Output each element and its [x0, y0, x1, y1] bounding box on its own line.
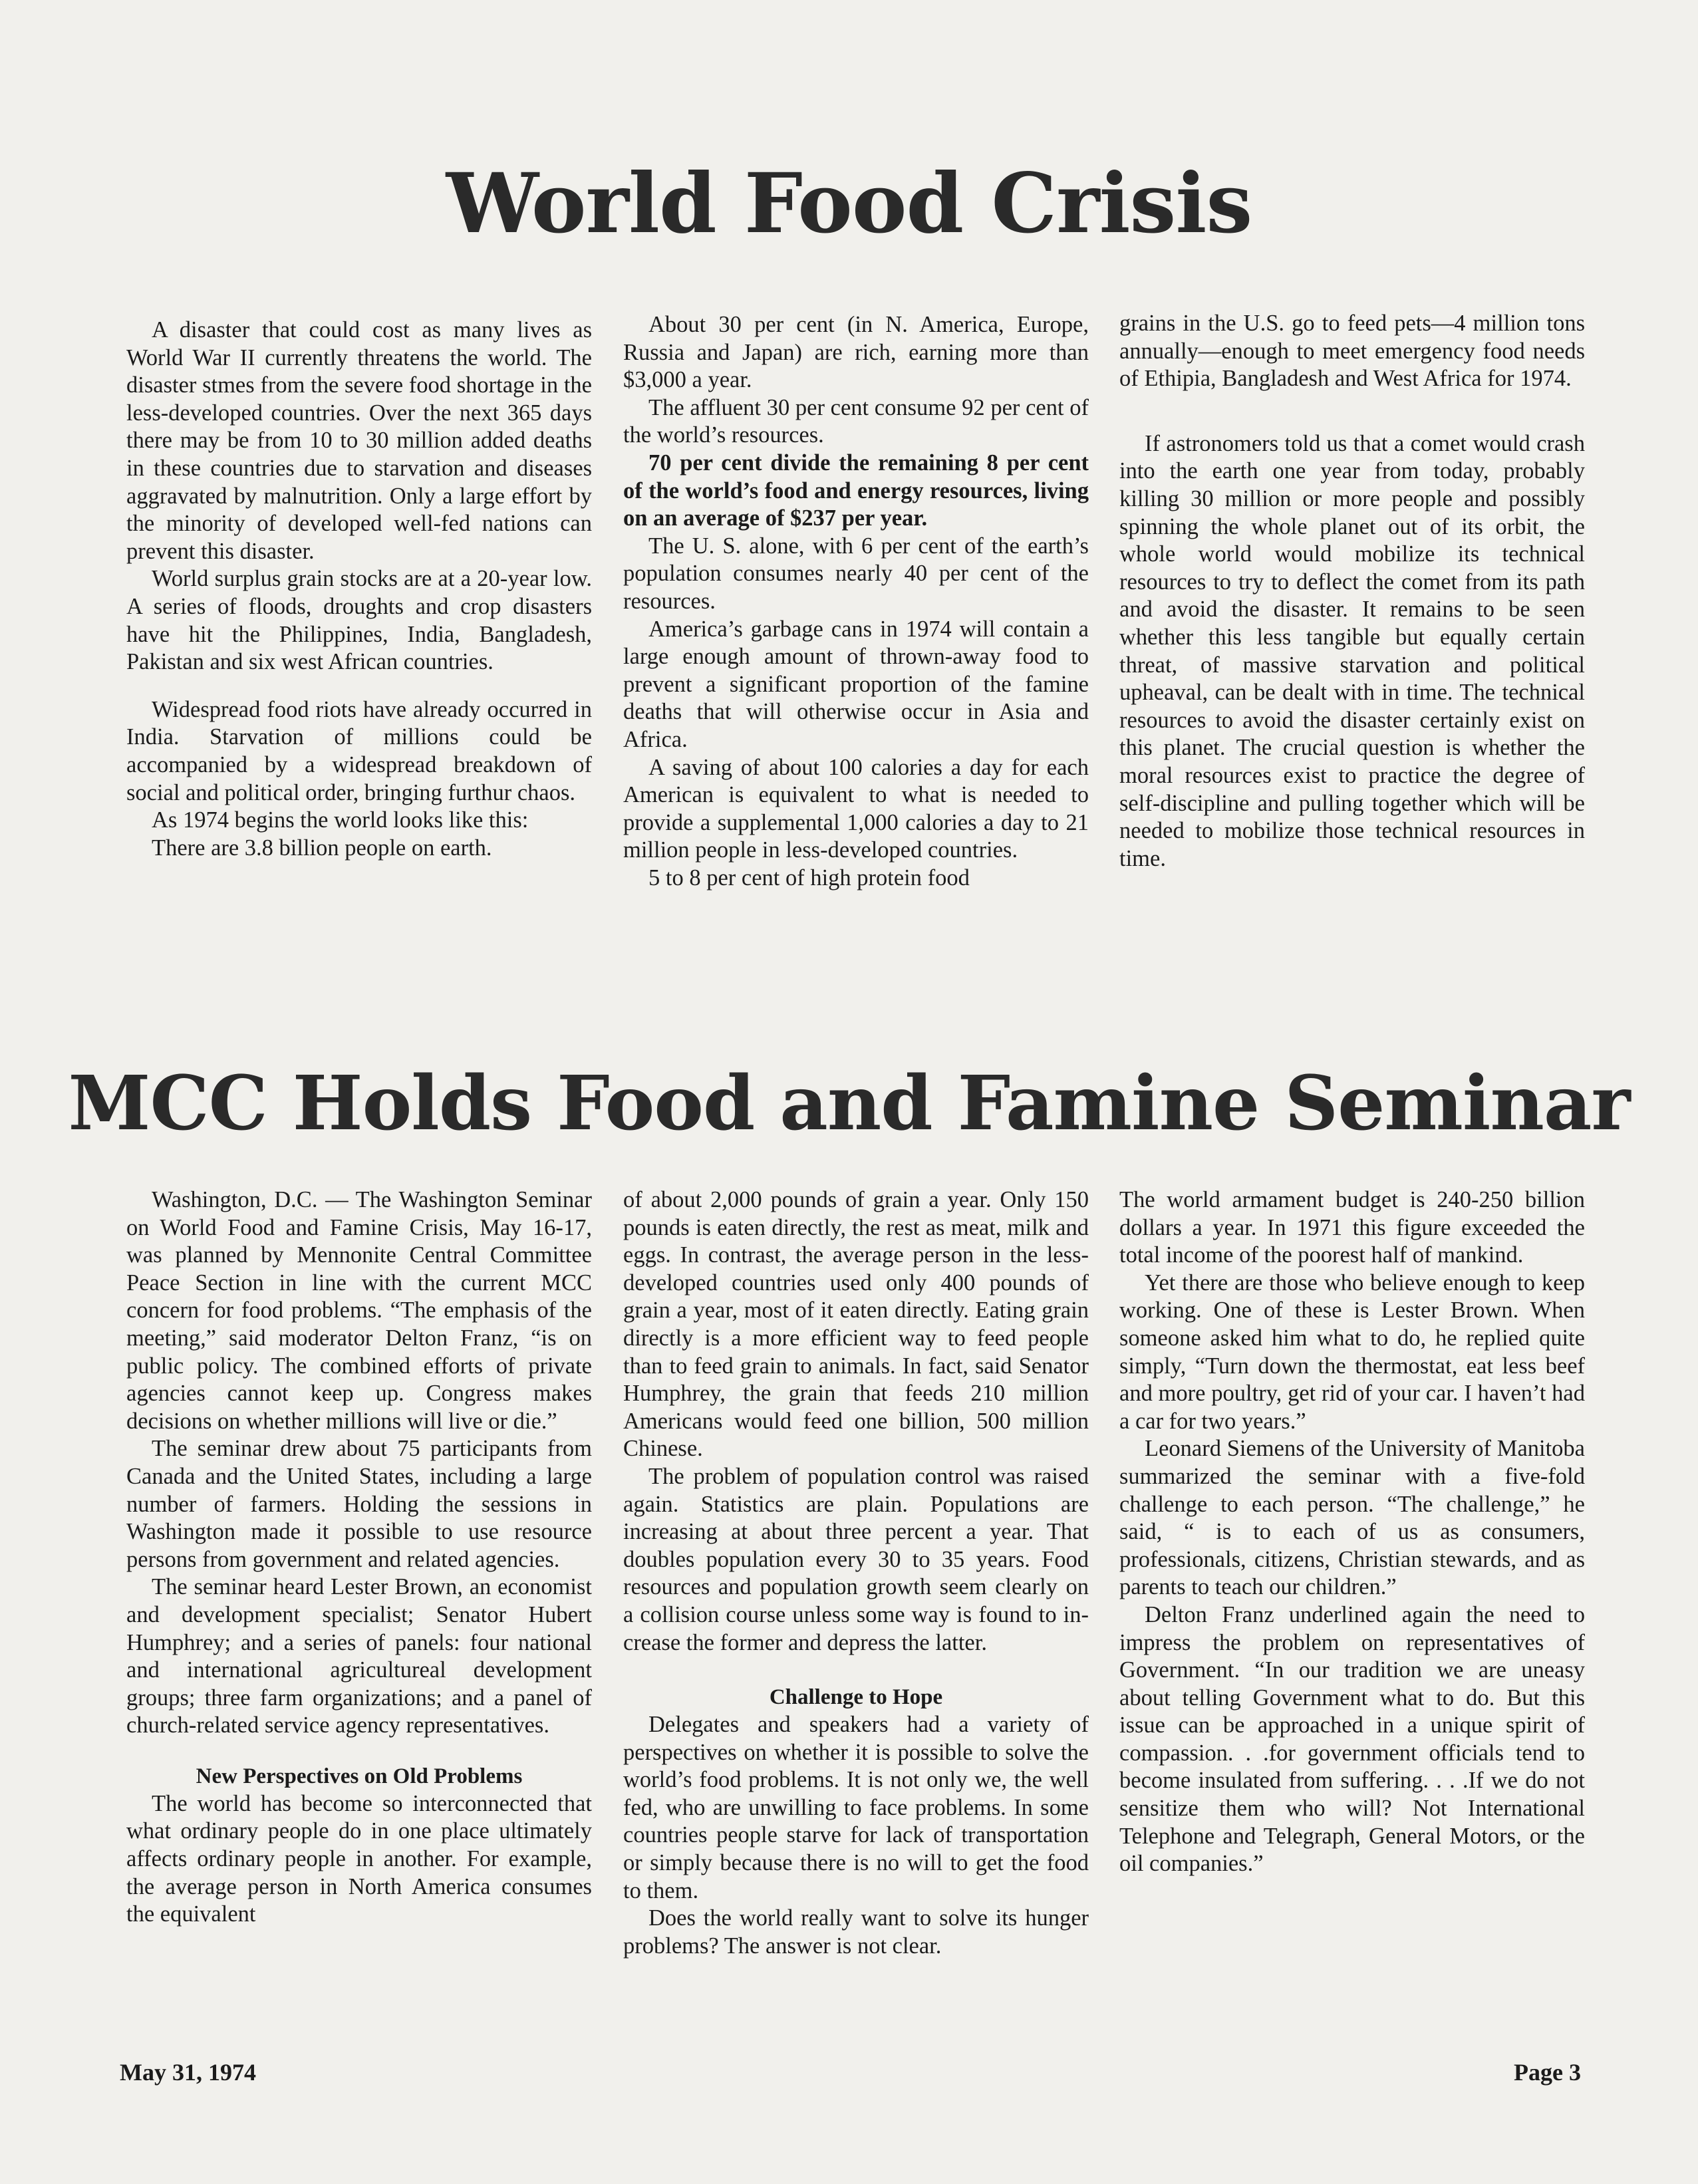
- article-2-column-2: [623, 1186, 1089, 1960]
- paragraph: 5 to 8 per cent of high protein food: [648, 865, 970, 890]
- subheading: Challenge to Hope: [769, 1685, 943, 1710]
- paragraph: Delton Franz underlined again the need to impress the problem on representatives of Government. “In our tradition we are uneasy about telling Government what to do. But this issue can be approached in a unique spirit of compassion. . .for government officials tend to become insulated from suffering. . . .If we do not sensitize them who will? Not International Telephone and Telegraph, General Motors, or the oil companies.”: [1119, 1601, 1585, 1877]
- paragraph: Washington, D.C. — The Washington Seminar on World Food and Famine Crisis, May 16-17, was planned by Mennonite Central Committee Peace Section in line with the current MCC concern for food problems. “The emphasis of the meeting,” said moderator Delton Franz, “is on public policy. The combined efforts of private agencies cannot keep up. Congress makes decisions on whether millions will live or die.”: [126, 1187, 592, 1434]
- article-1-headline: World Food Crisis: [446, 156, 1252, 252]
- footer-date: May 31, 1974: [120, 2059, 256, 2086]
- paragraph: America’s garbage cans in 1974 will contain a large enough amount of thrown-away food to prevent a significant proportion of the famine deaths that will otherwise occur in Asia and Africa.: [623, 616, 1089, 752]
- paragraph: Does the world really want to solve its hunger problems? The answer is not clear.: [623, 1905, 1089, 1959]
- paragraph: grains in the U.S. go to feed pets—4 million tons annually—enough to meet emergency food needs of Ethipia, Bangladesh and West Africa for 1974.: [1119, 311, 1585, 392]
- paragraph: The affluent 30 per cent consume 92 per cent of the world’s resources.: [623, 394, 1089, 448]
- paragraph-bold: 70 per cent divide the remaining 8 per cent of the world’s food and energy resources, living on an average of $237 per year.: [623, 450, 1089, 531]
- article-1-column-2: [623, 311, 1089, 892]
- article-1-column-1: [126, 317, 592, 862]
- paragraph: World surplus grain stocks are at a 20-year low. A series of floods, droughts and crop disasters have hit the Philippines, India, Bangladesh, Pakistan and six west African countries.: [126, 566, 592, 675]
- paragraph: A disaster that could cost as many lives as World War II currently threatens the world. The disaster stmes from the severe food shortage in the less-developed countries. Over the next 365 days there may be from 10 to 30 million added deaths in these countries due to starvation and diseases aggravated by malnutrition. Only a large effort by the minority of developed well-fed nations can prevent this disaster.: [126, 317, 592, 564]
- paragraph: Leonard Siemens of the University of Manitoba summarized the seminar with a five-fold challenge to each person. “The challenge,” he said, “ is to each of us as consumers, professionals, citizens, Christian stewards, and as parents to teach our children.”: [1119, 1436, 1585, 1600]
- subheading: New Perspectives on Old Problems: [196, 1764, 523, 1788]
- paragraph: The problem of population control was raised again. Statistics are plain. Populations are increasing at about three percent a year. That doubles population every 30 to 35 years. Food resources and population growth seem clearly on a collision course unless some way is found to increase the former and depress the latter.: [623, 1463, 1089, 1655]
- article-1-column-3: [1119, 310, 1585, 873]
- paragraph: The seminar drew about 75 participants from Canada and the United States, including a large number of farmers. Holding the sessions in Washington made it possible to use resource persons from government and related agencies.: [126, 1436, 592, 1572]
- paragraph: The world has become so interconnected that what ordinary people do in one place ultimately affects ordinary people in another. For example, the average person in North America consumes the equivalent: [126, 1790, 592, 1927]
- paragraph: There are 3.8 billion people on earth.: [152, 835, 492, 861]
- article-2-headline: MCC Holds Food and Famine Seminar: [68, 1060, 1630, 1147]
- paragraph: Widespread food riots have already occurred in India. Starvation of millions could be accompanied by a widespread breakdown of social and political order, bringing furthur chaos.: [126, 696, 592, 805]
- footer-page-number: Page 3: [1514, 2059, 1581, 2086]
- paragraph: Delegates and speakers had a variety of perspectives on whether it is possible to solve the world’s food problems. It is not only we, the well fed, who are unwilling to face problems. In some countries people starve for lack of transportation or simply because there is no will to get the food to them.: [623, 1712, 1089, 1903]
- paragraph: of about 2,000 pounds of grain a year. Only 150 pounds is eaten directly, the rest as meat, milk and eggs. In contrast, the average person in the less-developed countries used only 400 pounds of grain a year, most of it eaten directly. Eating grain directly is a more efficient way to feed people than to feed grain to animals. In fact, said Senator Humphrey, the grain that feeds 210 million Americans would feed one billion, 500 million Chinese.: [623, 1187, 1089, 1462]
- paragraph: Yet there are those who believe enough to keep working. One of these is Lester Brown. When someone asked him what to do, he replied quite simply, “Turn down the thermostat, eat less beef and more poultry, get rid of your car. I haven’t had a car for two years.”: [1119, 1270, 1585, 1434]
- paragraph: About 30 per cent (in N. America, Europe, Russia and Japan) are rich, earning more than $3,000 a year.: [623, 312, 1089, 393]
- paragraph: The seminar heard Lester Brown, an economist and development specialist; Senator Hubert Humphrey; and a series of panels: four national and international agricultureal development groups; three farm organizations; and a panel of church-related service agency representatives.: [126, 1574, 592, 1738]
- paragraph: A saving of about 100 calories a day for each American is equivalent to what is needed to provide a supplemental 1,000 calories a day to 21 million people in less-developed countries.: [623, 754, 1089, 863]
- paragraph: As 1974 begins the world looks like this:: [152, 807, 529, 833]
- article-2-column-3: [1119, 1186, 1585, 1878]
- paragraph: The world armament budget is 240-250 billion dollars a year. In 1971 this figure exceeded the total income of the poorest half of mankind.: [1119, 1187, 1585, 1268]
- article-2-column-1: [126, 1186, 592, 1929]
- paragraph: The U. S. alone, with 6 per cent of the earth’s population consumes nearly 40 per cent of the resources.: [623, 533, 1089, 614]
- paragraph: If astronomers told us that a comet would crash into the earth one year from today, probably killing 30 million or more people and possibly spinning the whole planet out of its orbit, the whole world would mobilize its technical resources to try to deflect the comet from its path and avoid the disaster. It remains to be seen whether this less tangible but equally certain threat, of massive starvation and political upheaval, can be dealt with in time. The technical resources to avoid the disaster certainly exist on this planet. The crucial question is whether the moral resources exist to practice the degree of self-discipline and pulling together which will be needed to mobilize those technical resources in time.: [1119, 430, 1585, 871]
